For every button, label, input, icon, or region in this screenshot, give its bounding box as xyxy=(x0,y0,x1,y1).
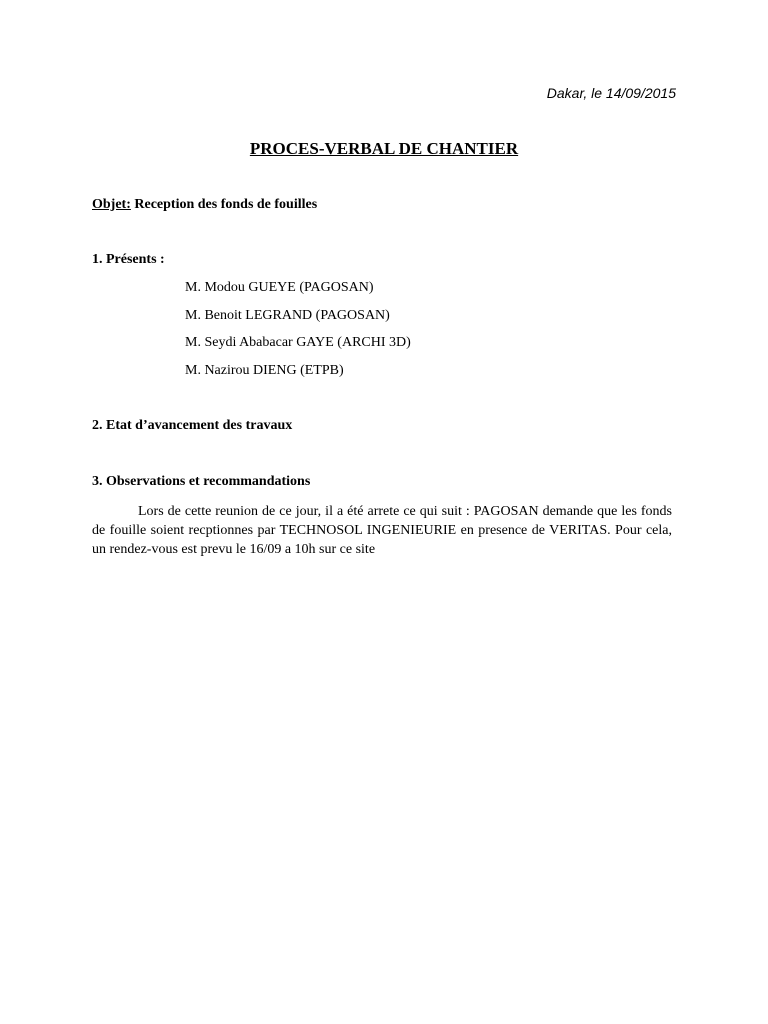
attendee-item: M. Seydi Ababacar GAYE (ARCHI 3D) xyxy=(185,335,411,350)
observations-paragraph: Lors de cette reunion de ce jour, il a été arrete ce qui suit : PAGOSAN demande que les fonds de fouille soient recptionnes par TECHNOSOL INGENIEURIE en presence de VERITAS. Pour cela, un rendez-vous est prevu le 16/09 a 10h sur ce site xyxy=(92,504,672,557)
objet-label: Objet: xyxy=(92,197,131,212)
attendee-item: M. Benoit LEGRAND (PAGOSAN) xyxy=(185,308,390,323)
presents-heading: 1. Présents : xyxy=(92,252,165,267)
attendee-item: M. Nazirou DIENG (ETPB) xyxy=(185,363,344,378)
attendee-item: M. Modou GUEYE (PAGOSAN) xyxy=(185,280,374,295)
observations-heading: 3. Observations et recommandations xyxy=(92,474,311,489)
objet-text: Reception des fonds de fouilles xyxy=(130,197,318,212)
date-line: Dakar, le 14/09/2015 xyxy=(546,85,676,101)
objet-line xyxy=(92,197,317,213)
document-title: PROCES-VERBAL DE CHANTIER xyxy=(249,139,519,158)
etat-heading: 2. Etat d’avancement des travaux xyxy=(92,418,293,433)
